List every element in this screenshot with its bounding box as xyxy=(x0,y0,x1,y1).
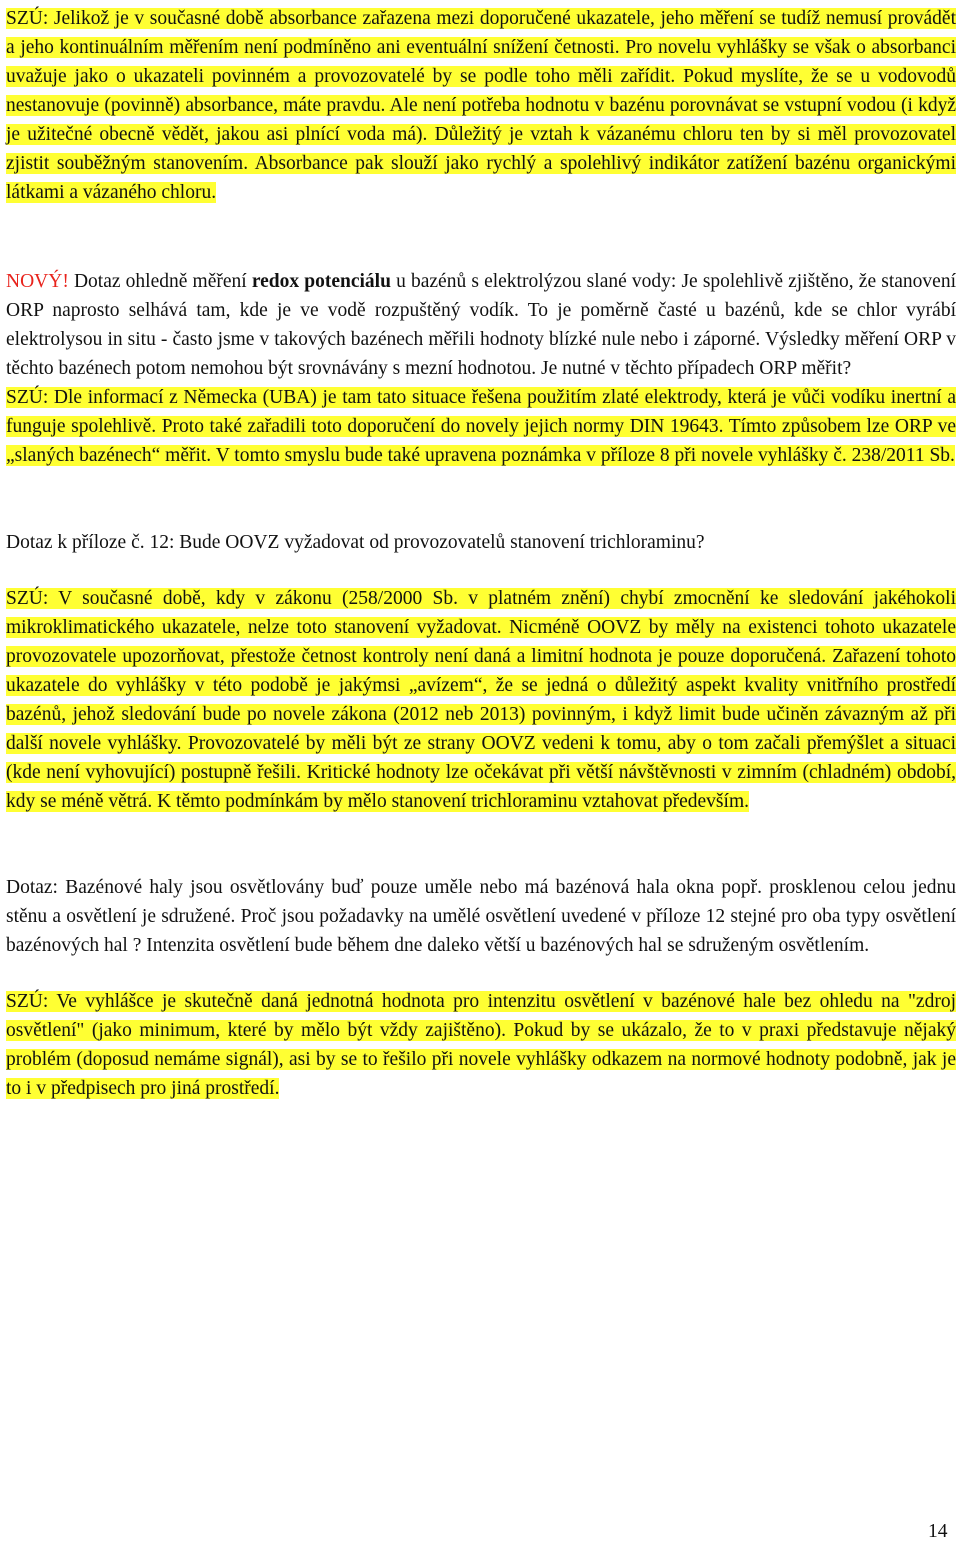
absorbance-answer-paragraph xyxy=(6,4,956,207)
trichloramine-question-paragraph xyxy=(6,528,956,557)
bold-term: redox potenciálu xyxy=(251,271,391,292)
redox-question-paragraph xyxy=(6,267,956,383)
highlighted-answer-text: SZÚ: Ve vyhlášce je skutečně daná jednotná hodnota pro intenzitu osvětlení v bazénové hale bez ohledu na "zdroj osvětlení" (jako minimum, které by mělo být vždy zajištěno). Pokud by se ukázalo, že to v praxi představuje nějaký problém (doposud nemáme signál), asi by se to řešilo při novele vyhlášky odkazem na normové hodnoty podobně, jak je to i v předpisech pro jiná prostředí. xyxy=(6,991,956,1099)
question-text: Dotaz: Bazénové haly jsou osvětlovány buď pouze uměle nebo má bazénová hala okna popř. prosklenou celou jednu stěnu a osvětlení je sdružené. Proč jsou požadavky na umělé osvětlení uvedené v příloze 12 stejné pro oba typy osvětlení bazénových hal ? Intenzita osvětlení bude během dne daleko větší u bazénových hal se sdruženým osvětlením. xyxy=(6,877,956,956)
new-label: NOVÝ! xyxy=(6,271,69,292)
highlighted-answer-text: SZÚ: Dle informací z Německa (UBA) je tam tato situace řešena použitím zlaté elektrody, která je vůči vodíku inertní a funguje spolehlivě. Proto také zařadili toto doporučení do novely jejich normy DIN 19643. Tímto způsobem lze ORP ve „slaných bazénech“ měřit. V tomto smyslu bude také upravena poznámka v příloze 8 při novele vyhlášky č. 238/2011 Sb. xyxy=(6,387,956,466)
highlighted-answer-text: SZÚ: V současné době, kdy v zákonu (258/2000 Sb. v platném znění) chybí zmocnění ke sledování jakéhokoli mikroklimatického ukazatele, nelze toto stanovení vyžadovat. Nicméně OOVZ by měly na existenci tohoto ukazatele provozovatele upozorňovat, přestože četnost kontroly není daná a limitní hodnota je pouze doporučená. Zařazení tohoto ukazatele do vyhlášky v této podobě je jakýmsi „avízem“, že se jedná o důležitý aspekt kvality vnitřního prostředí bazénů, jehož sledování bude po novele zákona (2012 neb 2013) povinným, i když limit bude učiněn závazným až při další novele vyhlášky. Provozovatelé by měli být ze strany OOVZ vedeni k tomu, aby o tom začali přemýšlet a situaci (kde není vyhovující) postupně řešili. Kritické hodnoty lze očekávat při větší návštěvnosti v zimním (chladném) období, kdy se méně větrá. K těmto podmínkám by mělo stanovení trichloraminu vztahovat především. xyxy=(6,588,956,812)
question-text: Dotaz k příloze č. 12: Bude OOVZ vyžadovat od provozovatelů stanovení trichloraminu? xyxy=(6,532,705,553)
trichloramine-answer-paragraph xyxy=(6,584,956,816)
page-number: 14 xyxy=(928,1521,948,1542)
document-page xyxy=(6,4,956,1103)
redox-answer-paragraph xyxy=(6,383,956,470)
paragraph-spacer xyxy=(6,557,956,584)
paragraph-spacer xyxy=(6,207,956,267)
lighting-answer-paragraph xyxy=(6,987,956,1103)
paragraph-spacer xyxy=(6,816,956,873)
lighting-question-paragraph xyxy=(6,873,956,960)
paragraph-spacer xyxy=(6,960,956,987)
question-text: u bazénů s elektrolýzou slané vody: Je spolehlivě zjištěno, že stanovení ORP naprosto selhává tam, kde je ve vodě rozpuštěný vodík. To je poměrně časté u bazénů, kde se chlor vyrábí elektrolysou in situ - často jsme v takových bazénech měřili hodnoty blízké nule nebo i záporné. Výsledky měření ORP v těchto bazénech potom nemohou být srovnávány s mezní hodnotou. Je nutné v těchto případech ORP měřit? xyxy=(6,271,956,379)
highlighted-answer-text: SZÚ: Jelikož je v současné době absorbance zařazena mezi doporučené ukazatele, jeho měření se tudíž nemusí provádět a jeho kontinuálním měřením není podmíněno ani eventuální snížení četnosti. Pro novelu vyhlášky se však o absorbanci uvažuje jako o ukazateli povinném a provozovatelé by se podle toho měli zařídit. Pokud myslíte, že se u vodovodů nestanovuje (povinně) absorbance, máte pravdu. Ale není potřeba hodnotu v bazénu porovnávat se vstupní vodou (i když je užitečné obecně vědět, jakou asi plnící voda má). Důležitý je vztah k vázanému chloru ten by si měl provozovatel zjistit souběžným stanovením. Absorbance pak slouží jako rychlý a spolehlivý indikátor zatížení bazénu organickými látkami a vázaného chloru. xyxy=(6,8,956,203)
paragraph-spacer xyxy=(6,470,956,528)
question-text: Dotaz ohledně měření xyxy=(68,271,252,292)
